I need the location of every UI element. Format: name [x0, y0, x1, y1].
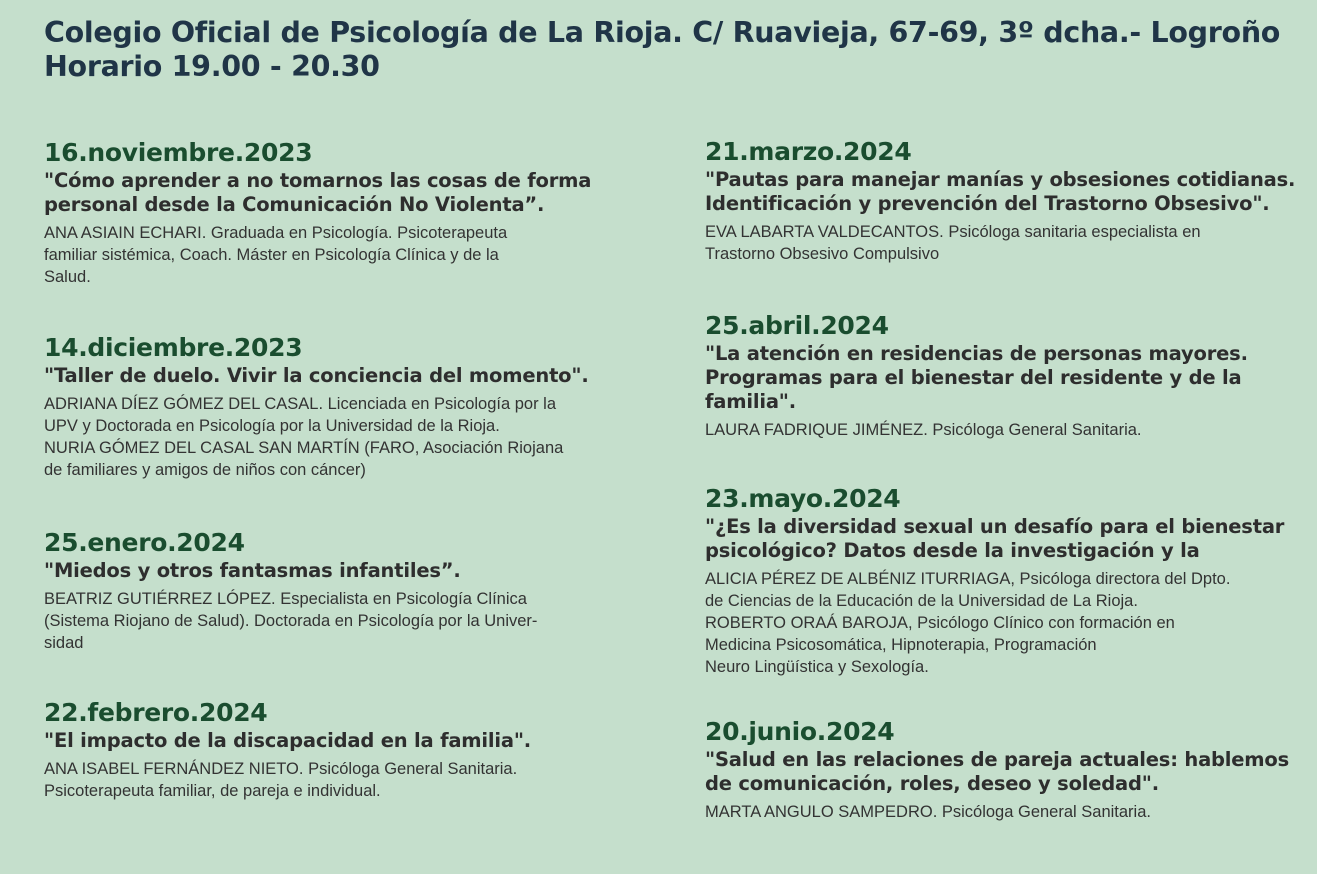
event-title: "Cómo aprender a no tomarnos las cosas de forma personal desde la Comunicación No Violenta”. [44, 169, 592, 216]
event-title: "Taller de duelo. Vivir la conciencia del momento". [44, 364, 589, 387]
event-item [705, 137, 1310, 265]
event-speaker: MARTA ANGULO SAMPEDRO. Psicóloga General Sanitaria. [705, 803, 1151, 821]
event-date: 25.enero.2024 [44, 528, 245, 557]
event-title: "¿Es la diversidad sexual un desafío para el bienestar psicológico? Datos desde la investigación y la [705, 515, 1285, 562]
event-item [705, 311, 1310, 441]
schedule-hours: Horario 19.00 - 20.30 [44, 50, 380, 83]
event-date: 20.junio.2024 [705, 717, 895, 746]
event-speaker: ALICIA PÉREZ DE ALBÉNIZ ITURRIAGA, Psicóloga directora del Dpto. de Ciencias de la Educación de la Universidad de La Rioja. ROBERTO ORAÁ BAROJA, Psicólogo Clínico con formación en Medicina Psicosomática, Hipnoterapia, Programación Neuro Lingüística y Sexología. [705, 570, 1231, 676]
event-item [44, 138, 654, 288]
event-date: 25.abril.2024 [705, 311, 889, 340]
event-item [44, 698, 654, 802]
event-speaker: EVA LABARTA VALDECANTOS. Psicóloga sanitaria especialista en Trastorno Obsesivo Compulsivo [705, 223, 1201, 263]
event-title: "Miedos y otros fantasmas infantiles”. [44, 559, 461, 582]
event-title: "El impacto de la discapacidad en la familia". [44, 729, 532, 752]
event-item [44, 528, 654, 654]
event-title: "Salud en las relaciones de pareja actuales: hablemos de comunicación, roles, deseo y soledad". [705, 748, 1290, 795]
venue-header [44, 16, 1294, 84]
event-date: 23.mayo.2024 [705, 484, 901, 513]
event-item [705, 484, 1310, 678]
event-title: "Pautas para manejar manías y obsesiones cotidianas. Identificación y prevención del Trastorno Obsesivo". [705, 168, 1296, 215]
event-item [705, 717, 1310, 823]
event-speaker: BEATRIZ GUTIÉRREZ LÓPEZ. Especialista en Psicología Clínica (Sistema Riojano de Salud). Doctorada en Psicología por la Univer- sidad [44, 590, 538, 652]
venue-address: Colegio Oficial de Psicología de La Rioja. C/ Ruavieja, 67-69, 3º dcha.- Logroño [44, 16, 1281, 49]
event-speaker: ANA ISABEL FERNÁNDEZ NIETO. Psicóloga General Sanitaria. Psicoterapeuta familiar, de pareja e individual. [44, 760, 518, 800]
event-date: 22.febrero.2024 [44, 698, 268, 727]
event-date: 16.noviembre.2023 [44, 138, 313, 167]
event-speaker: ADRIANA DÍEZ GÓMEZ DEL CASAL. Licenciada en Psicología por la UPV y Doctorada en Psicología por la Universidad de la Rioja. NURIA GÓMEZ DEL CASAL SAN MARTÍN (FARO, Asociación Riojana de familiares y amigos de niños con cáncer) [44, 395, 564, 479]
event-speaker: LAURA FADRIQUE JIMÉNEZ. Psicóloga General Sanitaria. [705, 421, 1142, 439]
event-speaker: ANA ASIAIN ECHARI. Graduada en Psicología. Psicoterapeuta familiar sistémica, Coach. Máster en Psicología Clínica y de la Salud. [44, 224, 508, 286]
event-title: "La atención en residencias de personas mayores. Programas para el bienestar del residente y de la familia". [705, 342, 1248, 413]
event-date: 14.diciembre.2023 [44, 333, 303, 362]
event-date: 21.marzo.2024 [705, 137, 912, 166]
event-item [44, 333, 654, 481]
